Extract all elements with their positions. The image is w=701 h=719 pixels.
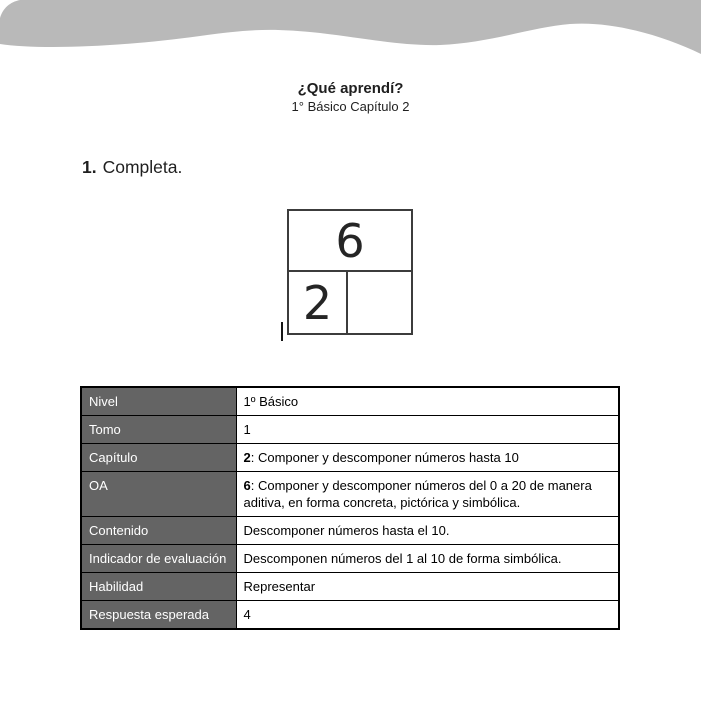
table-row: [81, 573, 619, 601]
row-value-text: : Componer y descomponer números hasta 10: [250, 450, 519, 465]
row-label: Nivel: [81, 387, 236, 416]
table-row: [81, 472, 619, 517]
number-bond-parts-row: [289, 272, 411, 333]
number-bond-answer-cell[interactable]: [348, 272, 411, 333]
row-value: [236, 573, 619, 601]
row-label: Habilidad: [81, 573, 236, 601]
table-row: [81, 416, 619, 444]
row-value-bold: 2: [243, 450, 251, 465]
row-value: [236, 601, 619, 630]
row-value: [236, 387, 619, 416]
row-value: [236, 444, 619, 472]
exercise-text: Completa.: [102, 157, 183, 177]
row-value-text: 1: [243, 422, 251, 437]
row-value-text: : Componer y descomponer números del 0 a 20 de manera aditiva, en forma concreta, pictórica y simbólica.: [243, 478, 592, 510]
wave-shape: [0, 0, 701, 70]
row-label: Tomo: [81, 416, 236, 444]
row-value: [236, 416, 619, 444]
spec-table: [80, 386, 620, 630]
row-label: Capítulo: [81, 444, 236, 472]
row-value: [236, 517, 619, 545]
row-value-text: Representar: [243, 579, 316, 594]
row-label: Indicador de evaluación: [81, 545, 236, 573]
table-row: [81, 387, 619, 416]
table-row: [81, 545, 619, 573]
row-label: OA: [81, 472, 236, 517]
number-bond-part-left-value: 2: [302, 275, 333, 330]
table-row: [81, 444, 619, 472]
number-bond-diagram: [287, 209, 413, 335]
header-wave: [0, 0, 701, 70]
row-value: [236, 545, 619, 573]
page-title: ¿Qué aprendí?: [297, 80, 404, 97]
table-row: [81, 517, 619, 545]
row-value-text: 4: [243, 607, 251, 622]
row-label: Respuesta esperada: [81, 601, 236, 630]
row-label: Contenido: [81, 517, 236, 545]
page-subtitle: 1° Básico Capítulo 2: [291, 99, 410, 114]
text-cursor: [281, 322, 283, 341]
exercise-instruction: [82, 157, 182, 177]
row-value: [236, 472, 619, 517]
table-row: [81, 601, 619, 630]
number-bond-whole-value: 6: [335, 213, 365, 268]
exercise-number: 1.: [82, 157, 97, 177]
row-value-bold: 6: [243, 478, 251, 493]
number-bond-whole-cell: [289, 211, 411, 272]
row-value-text: Descomponer números hasta el 10.: [243, 523, 450, 538]
row-value-text: 1º Básico: [243, 394, 299, 409]
row-value-text: Descomponen números del 1 al 10 de forma simbólica.: [243, 551, 562, 566]
page-heading: [0, 80, 701, 114]
number-bond-part-left-cell: [289, 272, 348, 333]
